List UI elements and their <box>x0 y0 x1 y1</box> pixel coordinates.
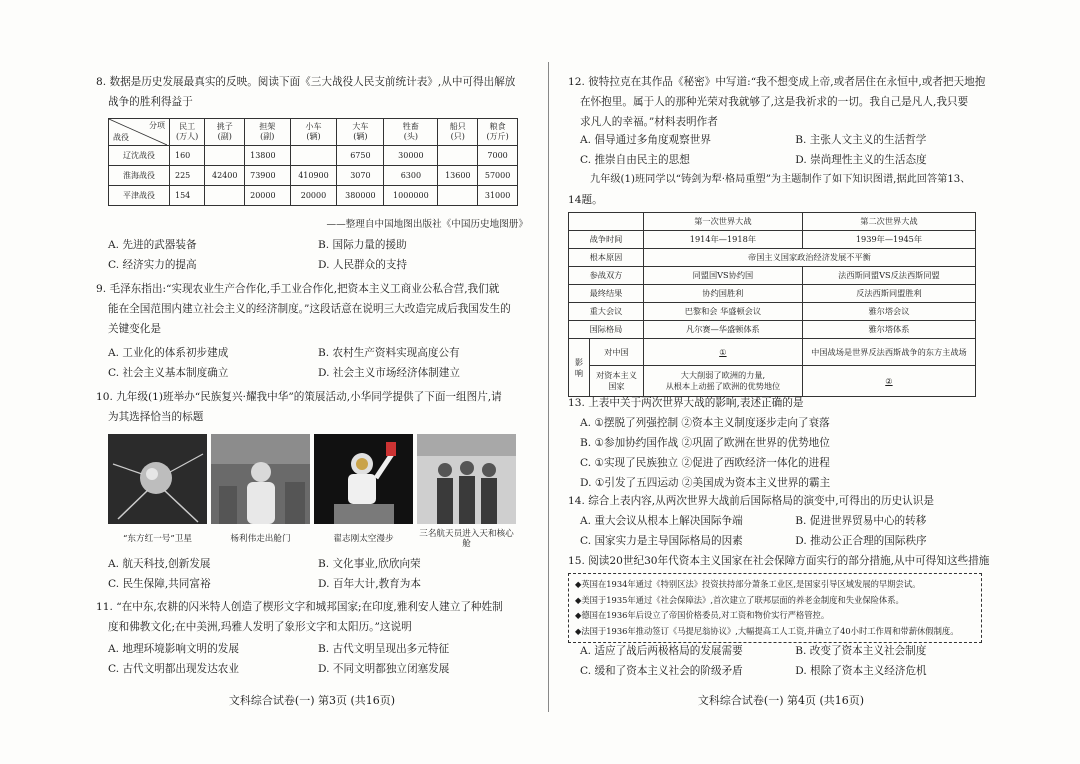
corner-top-label: 分项 <box>149 121 165 130</box>
option-b[interactable]: B. ①参加协约国作战 ②巩固了欧洲在世界的优势地位 <box>580 437 830 449</box>
blank-1[interactable]: ① <box>643 339 802 366</box>
table-row: 根本原因 帝国主义国家政治经济发展不平衡 <box>569 249 976 267</box>
table-row: 重大会议 巴黎和会 华盛顿会议 雅尔塔会议 <box>569 303 976 321</box>
col-header: 粮食 (万斤) <box>478 119 518 146</box>
q14-stem: 14. 综合上表内容,从两次世界大战前后国际格局的演变中,可得出的历史认识是 <box>568 495 934 507</box>
left-page <box>96 0 528 764</box>
q15-stem: 15. 阅读20世纪30年代资本主义国家在社会保障方面实行的部分措施,从中可得知这些措施 <box>568 555 990 567</box>
q13-stem: 13. 上表中关于两次世界大战的影响,表述正确的是 <box>568 397 804 409</box>
option-d[interactable]: D. 推动公正合理的国际秩序 <box>795 535 927 547</box>
page-footer: 文科综合试卷(一) 第4页 (共16页) <box>697 694 865 707</box>
option-a[interactable]: A. 倡导通过多角度观察世界 <box>580 134 711 146</box>
spacewalk-image <box>314 434 413 524</box>
option-a[interactable]: A. 重大会议从根本上解决国际争端 <box>580 515 743 527</box>
spacewalk-photo <box>314 434 413 524</box>
q11-stem-line1: 11. “在中东,农耕的闪米特人创造了楔形文字和城邦国家;在印度,雅利安人建立了种姓制 <box>96 601 503 613</box>
astronaut-exit-photo <box>211 434 310 524</box>
option-d[interactable]: D. 人民群众的支持 <box>318 259 408 271</box>
option-a[interactable]: A. 航天科技,创新发展 <box>108 558 211 570</box>
q10-captions <box>96 529 528 549</box>
q9-stem-line2: 能在全国范围内建立社会主义的经济制度。”这段话意在说明三大改造完成后我国发生的 <box>108 303 511 315</box>
col-header: 担架 (副) <box>245 119 290 146</box>
astronaut-exit-image <box>211 434 310 524</box>
q8-stem-line2: 战争的胜利得益于 <box>108 96 193 108</box>
option-b[interactable]: B. 主张人文主义的生活哲学 <box>795 134 927 146</box>
q10-photo-strip <box>96 434 528 524</box>
q9-stem-line3: 关键变化是 <box>108 323 161 335</box>
q9-stem-line1: 9. 毛泽东指出:“实现农业生产合作化,手工业合作化,把资本主义工商业公私合营,我们就 <box>96 283 500 295</box>
option-d[interactable]: D. 不同文明都独立闭塞发展 <box>318 663 450 675</box>
photo-caption: 杨利伟走出舱门 <box>230 534 291 544</box>
q12-stem-line3: 求凡人的幸福。”材料表明作者 <box>580 116 718 128</box>
col-header: 大车 (辆) <box>337 119 384 146</box>
option-b[interactable]: B. 文化事业,欣欣向荣 <box>318 558 421 570</box>
option-d[interactable]: D. 社会主义市场经济体制建立 <box>318 367 460 379</box>
table-row: 最终结果 协约国胜利 反法西斯同盟胜利 <box>569 285 976 303</box>
q13-14-intro <box>568 170 994 210</box>
option-c[interactable]: C. 民生保障,共同富裕 <box>108 578 211 590</box>
table-row: 辽沈战役 160 13800 6750 30000 7000 <box>109 146 518 166</box>
option-c[interactable]: C. 推崇自由民主的思想 <box>580 154 690 166</box>
option-d[interactable]: D. 根除了资本主义经济危机 <box>795 665 927 677</box>
q15-options <box>568 641 994 681</box>
option-b[interactable]: B. 古代文明呈现出多元特征 <box>318 643 450 655</box>
option-c[interactable]: C. 经济实力的提高 <box>108 259 197 271</box>
question-13 <box>568 393 994 493</box>
option-d[interactable]: D. 百年大计,教育为本 <box>318 578 421 590</box>
q12-stem-line1: 12. 彼特拉克在其作品《秘密》中写道:“我不想变成上帝,或者居住在永恒中,或者把天地抱 <box>568 76 986 88</box>
q10-stem-line2: 为其选择恰当的标题 <box>108 411 204 423</box>
question-15 <box>568 551 994 571</box>
photo-caption: “东方红一号”卫星 <box>123 534 192 544</box>
option-a[interactable]: A. 先进的武器装备 <box>108 239 197 251</box>
option-b[interactable]: B. 促进世界贸易中心的转移 <box>795 515 927 527</box>
right-page <box>568 0 994 764</box>
option-c[interactable]: C. 社会主义基本制度确立 <box>108 367 229 379</box>
option-c[interactable]: C. 国家实力是主导国际格局的因素 <box>580 535 743 547</box>
q9-options <box>96 343 528 383</box>
source-citation: ——整理自中国地图出版社《中国历史地图册》 <box>326 219 528 230</box>
blank-2[interactable]: ② <box>802 366 975 397</box>
world-wars-table <box>568 212 994 397</box>
intro-line1: 九年级(1)班同学以“铸剑为犁·格局重塑”为主题制作了如下知识图谱,据此回答第13、 <box>590 174 971 185</box>
q12-stem-line2: 在怀抱里。属于人的那种光荣对我就够了,这是我祈求的一切。我自己是凡人,我只要 <box>580 96 969 108</box>
table-row: 对资本主义国家 大大削弱了欧洲的力量, 从根本上动摇了欧洲的优势地位 ② <box>569 366 976 397</box>
table-row: 参战双方 同盟国VS协约国 法西斯同盟VS反法西斯同盟 <box>569 267 976 285</box>
ww1-header: 第一次世界大战 <box>643 213 802 231</box>
table-row: 战争时间 1914年—1918年 1939年—1945年 <box>569 231 976 249</box>
col-header: 小车 (辆) <box>290 119 337 146</box>
option-c[interactable]: C. ①实现了民族独立 ②促进了西欧经济一体化的进程 <box>580 457 830 469</box>
q15-measures-box <box>568 573 994 643</box>
intro-line2: 14题。 <box>568 194 603 206</box>
ww2-header: 第二次世界大战 <box>802 213 975 231</box>
satellite-photo <box>108 434 207 524</box>
question-14 <box>568 491 994 551</box>
q11-stem-line2: 度和佛教文化;在中美洲,玛雅人发明了象形文字和太阳历。”这说明 <box>108 621 412 633</box>
q12-options <box>568 130 994 170</box>
table-row: 国际格局 凡尔赛—华盛顿体系 雅尔塔体系 <box>569 321 976 339</box>
option-d[interactable]: D. ①引发了五四运动 ②美国成为资本主义世界的霸主 <box>580 477 831 489</box>
question-11 <box>96 597 528 637</box>
measure-item: ◆美国于1935年通过《社会保障法》,首次建立了联邦层面的养老金制度和失业保险体系。 <box>575 594 904 605</box>
option-b[interactable]: B. 国际力量的援助 <box>318 239 407 251</box>
photo-caption: 翟志刚太空漫步 <box>333 534 394 544</box>
question-10 <box>96 387 528 427</box>
option-a[interactable]: A. ①摆脱了列强控制 ②资本主义制度逐步走向了衰落 <box>580 417 830 429</box>
q8-stem-line1: 8. 数据是历史发展最真实的反映。阅读下面《三大战役人民支前统计表》,从中可得出解放 <box>96 76 516 88</box>
option-c[interactable]: C. 古代文明都出现发达农业 <box>108 663 239 675</box>
satellite-image <box>108 434 207 524</box>
option-b[interactable]: B. 改变了资本主义社会制度 <box>795 645 927 657</box>
photo-caption: 三名航天员进入天和核心舱 <box>419 529 514 549</box>
question-12 <box>568 72 994 132</box>
measure-item: ◆德国在1936年后设立了帝国价格委员,对工资和物价实行严格管控。 <box>575 610 830 620</box>
option-d[interactable]: D. 崇尚理性主义的生活态度 <box>795 154 927 166</box>
table-corner-cell <box>109 119 170 146</box>
question-9 <box>96 279 528 339</box>
three-astronauts-photo <box>417 434 516 524</box>
col-header: 牲畜 (头) <box>384 119 438 146</box>
three-astronauts-image <box>417 434 516 524</box>
q10-stem-line1: 10. 九年级(1)班举办“民族复兴·耀我中华”的策展活动,小华同学提供了下面一组图片,请 <box>96 391 502 403</box>
col-header: 民工 (万人) <box>170 119 205 146</box>
table-row: 影响 对中国 ① 中国战场是世界反法西斯战争的东方主战场 <box>569 339 976 366</box>
option-a[interactable]: A. 适应了战后两极格局的发展需要 <box>580 645 743 657</box>
option-a[interactable]: A. 地理环境影响文明的发展 <box>108 643 239 655</box>
table-row: 平津战役 154 20000 20000 380000 1000000 31000 <box>109 186 518 206</box>
measure-item: ◆法国于1936年推动签订《马提尼翁协议》,大幅提高工人工资,并确立了40小时工作周和带薪休假制度。 <box>575 625 959 636</box>
page-footer: 文科综合试卷(一) 第3页 (共16页) <box>228 694 396 707</box>
q11-options <box>96 639 528 679</box>
q8-options <box>96 235 528 275</box>
option-b[interactable]: B. 农村生产资料实现高度公有 <box>318 347 460 359</box>
col-header: 挑子 (副) <box>205 119 245 146</box>
corner-bottom-label: 战役 <box>113 133 129 142</box>
measure-item: ◆英国在1934年通过《特别区法》投资扶持部分萧条工业区,是国家引导区域发展的早期尝试。 <box>575 579 921 589</box>
option-a[interactable]: A. 工业化的体系初步建成 <box>108 347 229 359</box>
q8-source <box>96 215 528 235</box>
question-8 <box>96 72 528 112</box>
col-header: 船只 (只) <box>438 119 478 146</box>
impact-label: 影响 <box>569 339 590 397</box>
page-divider <box>548 62 549 712</box>
q10-options <box>96 554 528 594</box>
q8-statistics-table <box>96 118 528 206</box>
option-c[interactable]: C. 缓和了资本主义社会的阶级矛盾 <box>580 665 743 677</box>
table-row: 淮海战役 225 42400 73900 410900 3070 6300 13600 57000 <box>109 166 518 186</box>
